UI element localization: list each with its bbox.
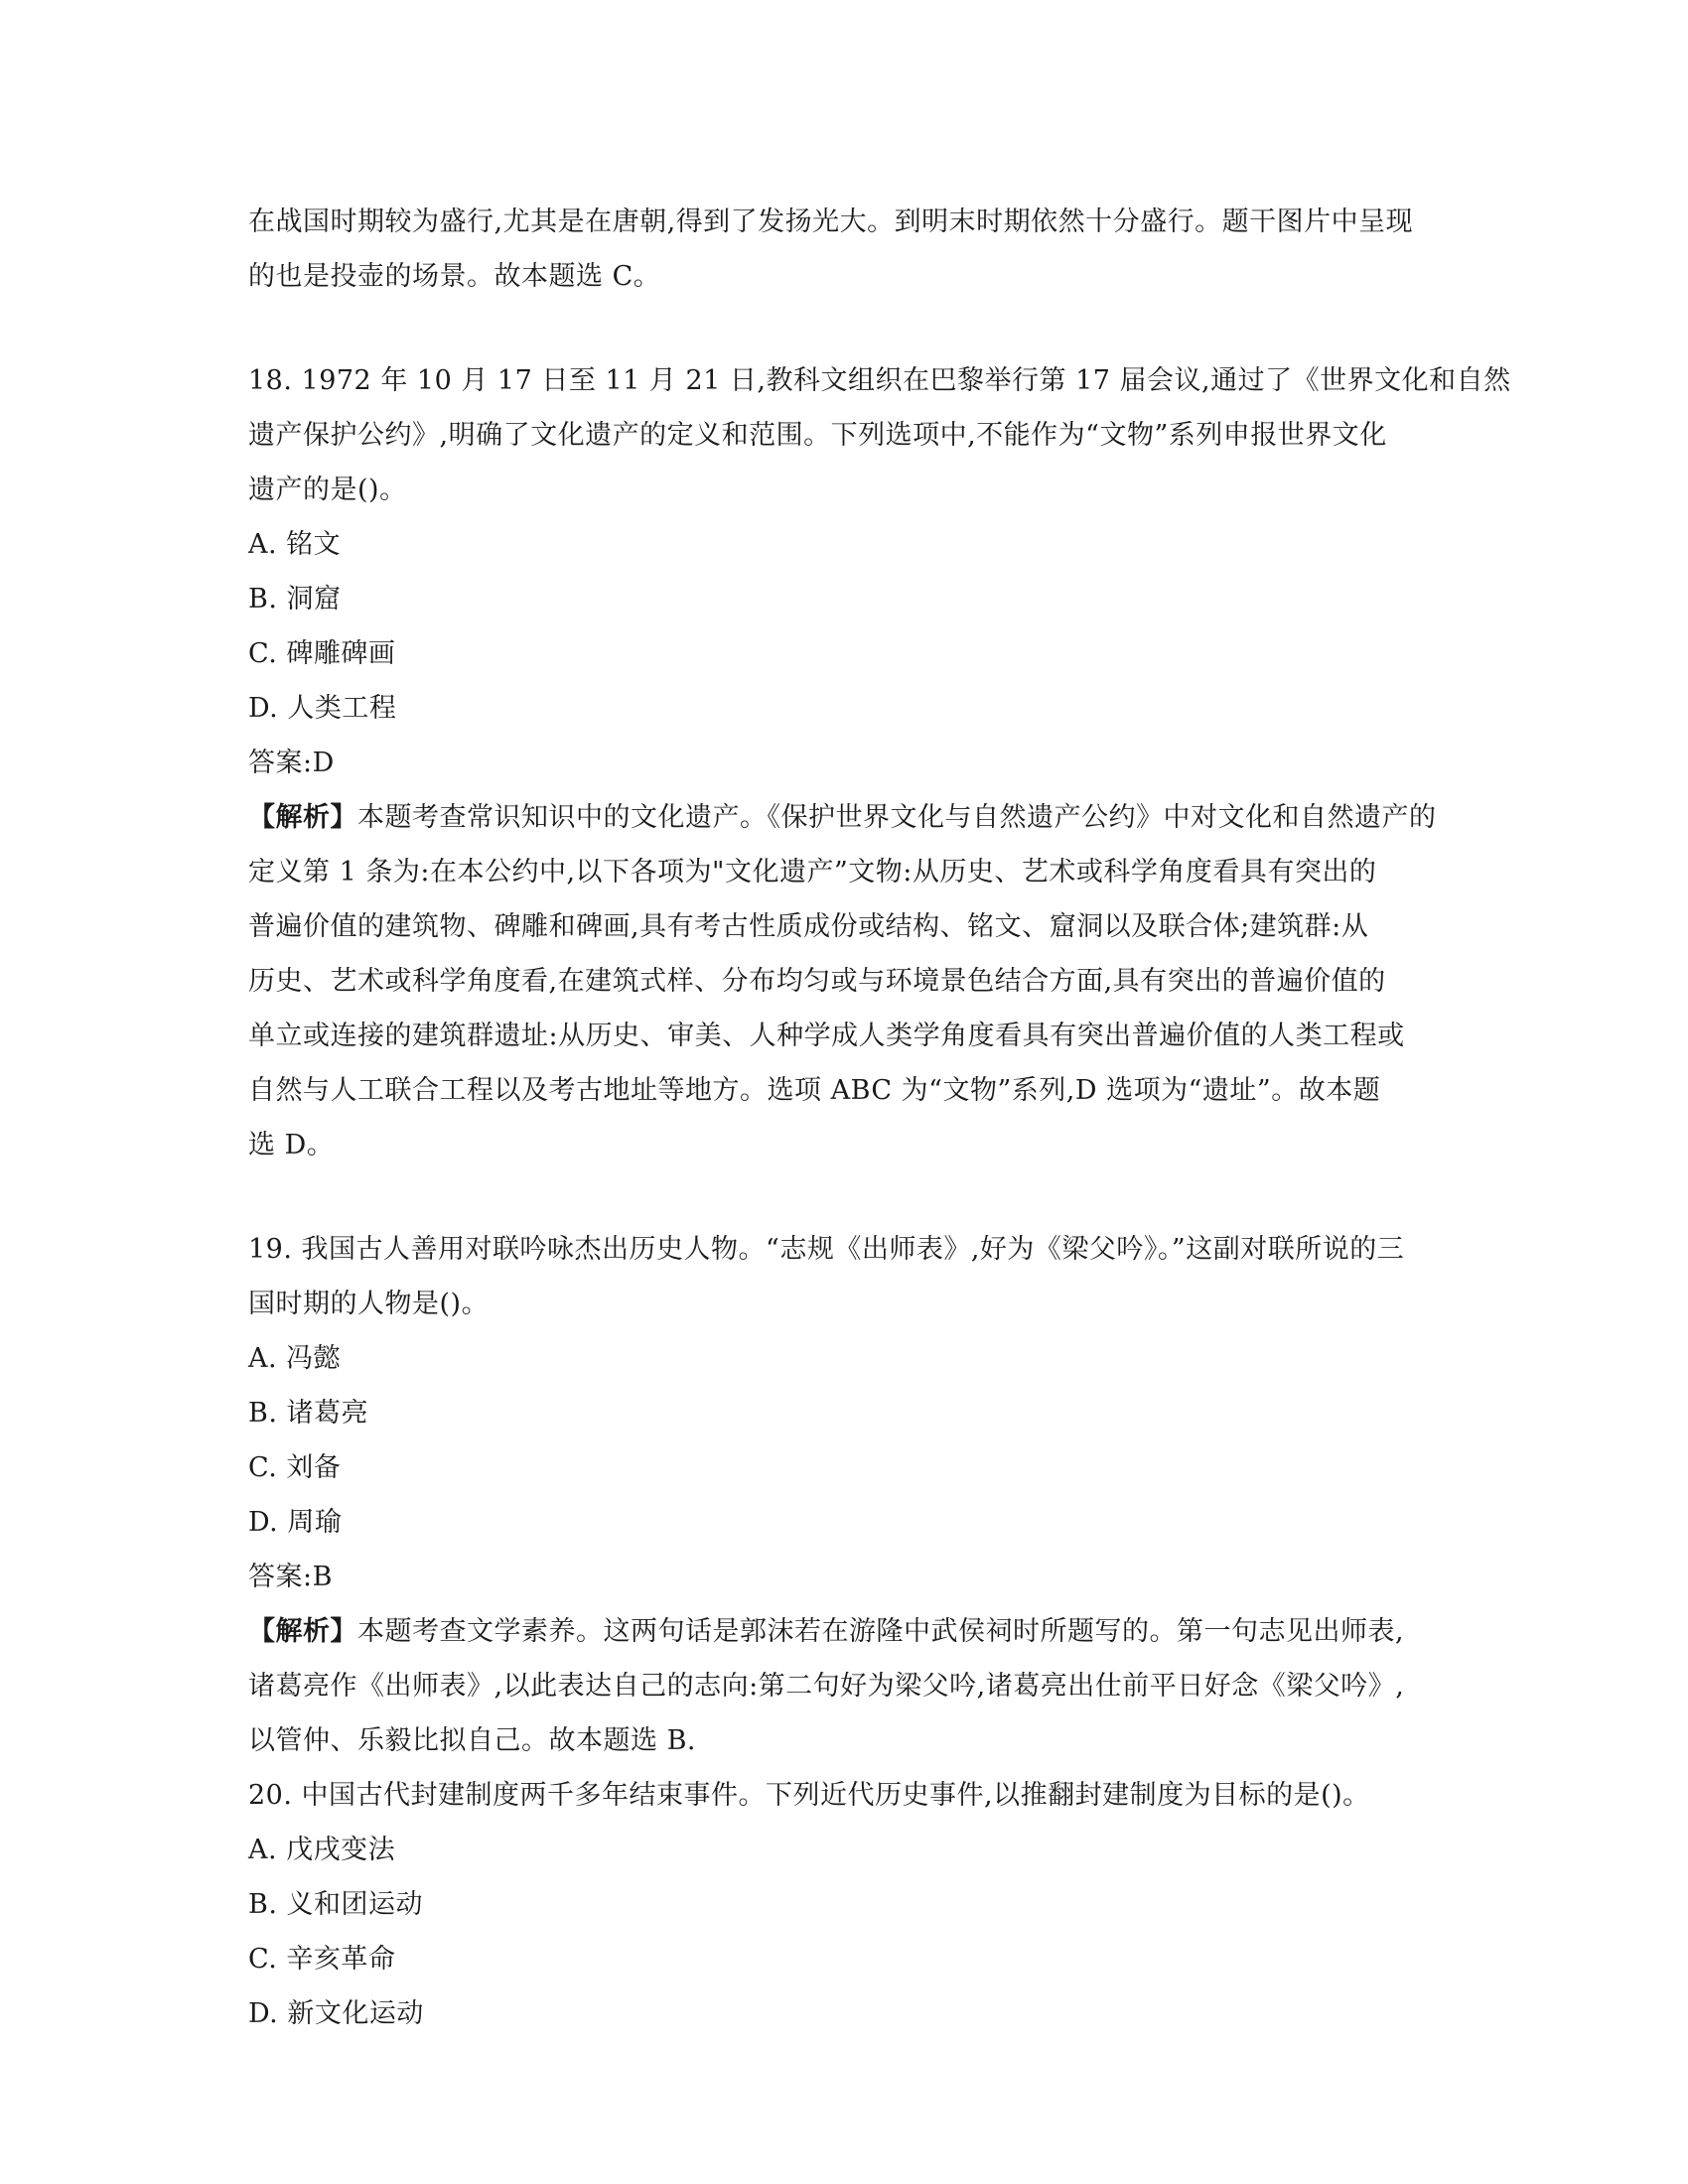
- question-text-line: 遗产保护公约》,明确了文化遗产的定义和范围。下列选项中,不能作为“文物”系列申报世界文化: [248, 420, 1387, 451]
- analysis-line: 历史、艺术或科学角度看,在建筑式样、分布均匀或与环境景色结合方面,具有突出的普遍价值的: [248, 966, 1386, 997]
- question-text-line: 18. 1972 年 10 月 17 日至 11 月 21 日,教科文组织在巴黎举行第 17 届会议,通过了《世界文化和自然: [248, 365, 1511, 396]
- question-text-line: 20. 中国古代封建制度两千多年结束事件。下列近代历史事件,以推翻封建制度为目标的是()。: [248, 1780, 1370, 1811]
- analysis-line: [248, 1604, 1440, 1659]
- analysis-line: 定义第 1 条为:在本公约中,以下各项为"文化遗产”文物:从历史、艺术或科学角度看具有突出的: [248, 857, 1377, 887]
- option-b: B. 洞窟: [248, 584, 342, 614]
- text-line: 的也是投壶的场景。故本题选 C。: [248, 261, 661, 292]
- analysis-line: [248, 790, 1440, 845]
- analysis-line: 以管仲、乐毅比拟自己。故本题选 B.: [248, 1725, 697, 1756]
- option-d: D. 新文化运动: [248, 1998, 424, 2029]
- analysis-line: 选 D。: [248, 1130, 335, 1160]
- option-c: C. 辛亥革命: [248, 1944, 396, 1975]
- option-b: B. 诸葛亮: [248, 1398, 369, 1429]
- text-line: 在战国时期较为盛行,尤其是在唐朝,得到了发扬光大。到明末时期依然十分盛行。题干图片中呈现: [248, 206, 1414, 237]
- option-a: A. 戊戌变法: [248, 1835, 396, 1865]
- analysis-line: 自然与人工联合工程以及考古地址等地方。选项 ABC 为“文物”系列,D 选项为“遗址”。故本题: [248, 1075, 1381, 1106]
- answer-line: 答案:B: [248, 1562, 333, 1592]
- analysis-text: 本题考查常识知识中的文化遗产。《保护世界文化与自然遗产公约》中对文化和自然遗产的: [357, 802, 1437, 833]
- question-18: [248, 353, 1511, 1172]
- option-d: D. 人类工程: [248, 693, 397, 724]
- question-text-line: 遗产的是()。: [248, 475, 407, 505]
- option-d: D. 周瑜: [248, 1507, 343, 1538]
- prev-explanation: [248, 195, 1440, 304]
- question-20: [248, 1768, 1440, 2041]
- question-text-line: 19. 我国古人善用对联吟咏杰出历史人物。“志规《出师表》,好为《梁父吟》。”这副对联所说的三: [248, 1234, 1405, 1265]
- document-page: [248, 195, 1511, 2041]
- option-c: C. 刘备: [248, 1452, 342, 1483]
- question-19: [248, 1222, 1440, 1768]
- analysis-line: 单立或连接的建筑群遗址:从历史、审美、人种学成人类学角度看具有突出普遍价值的人类工程或: [248, 1021, 1405, 1051]
- option-c: C. 碑雕碑画: [248, 638, 396, 669]
- answer-line: 答案:D: [248, 748, 335, 778]
- analysis-line: 诸葛亮作《出师表》,以此表达自己的志向:第二句好为梁父吟,诸葛亮出仕前平日好念《梁父吟》,: [248, 1671, 1405, 1702]
- analysis-tag: 【解析】: [248, 802, 357, 833]
- question-text-line: 国时期的人物是()。: [248, 1289, 490, 1319]
- analysis-line: 普遍价值的建筑物、碑雕和碑画,具有考古性质成份或结构、铭文、窟洞以及联合体;建筑群:从: [248, 911, 1369, 942]
- option-a: A. 冯懿: [248, 1343, 342, 1374]
- analysis-text: 本题考查文学素养。这两句话是郭沫若在游隆中武侯祠时所题写的。第一句志见出师表,: [357, 1616, 1405, 1647]
- analysis-tag: 【解析】: [248, 1616, 357, 1647]
- option-b: B. 义和团运动: [248, 1889, 424, 1920]
- option-a: A. 铭文: [248, 529, 342, 560]
